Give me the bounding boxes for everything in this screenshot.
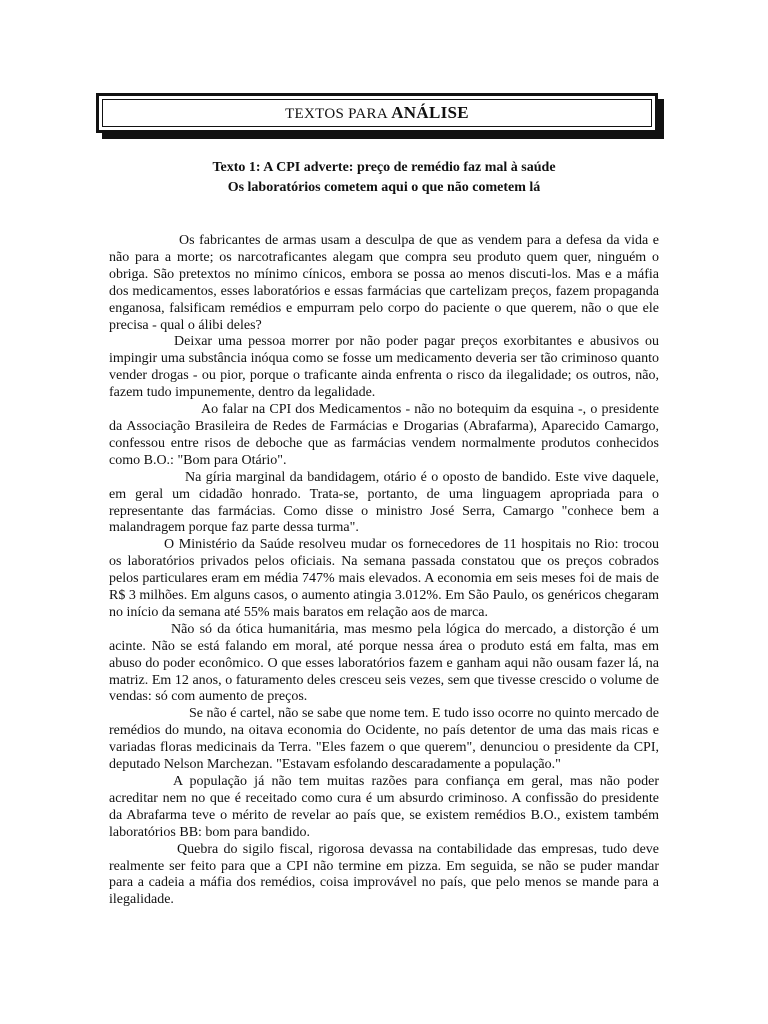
paragraph-1: Os fabricantes de armas usam a desculpa de que as vendem para a defesa da vida e não para a morte; os narcotraficantes alegam que compra seu produto quem quer, ninguém o obriga. São pretextos no mínimo cínicos, embora se possa ao menos discuti-los. Mas e a máfia dos medicamentos, esses laboratórios e essas farmácias que cartelizam preços, fazem propaganda enganosa, falsificam remédios e empurram pelo corpo do paciente o que querem, não o que ele precisa - qual o álibi deles? xyxy=(109,233,659,333)
text-title-line1: Texto 1: A CPI adverte: preço de remédio faz mal à saúde xyxy=(212,160,556,175)
article-body xyxy=(109,233,659,909)
header-title xyxy=(285,103,469,123)
paragraph-9: Quebra do sigilo fiscal, rigorosa devassa na contabilidade das empresas, tudo deve realmente ser feito para que a CPI não termine em pizza. Em seguida, se não se puder mandar para a cadeia a máfia dos remédios, coisa improvável no país, que pelo menos se mande para a ilegalidade. xyxy=(109,841,659,908)
paragraph-2: Deixar uma pessoa morrer por não poder pagar preços exorbitantes e abusivos ou impingir uma substância inóqua como se fosse um medicamento deveria ser tão criminoso quanto vender drogas - ou pior, porque o traficante ainda enfrenta o risco da ilegalidade; os outros, não, fazem tudo impunemente, dentro da legalidade. xyxy=(109,334,659,401)
text-title-line2: Os laboratórios cometem aqui o que não cometem lá xyxy=(227,180,541,195)
paragraph-7: Se não é cartel, não se sabe que nome tem. E tudo isso ocorre no quinto mercado de remédios do mundo, na oitava economia do Ocidente, no país detentor de uma das mais ricas e variadas floras medicinais da Terra. "Eles fazem o que querem", denunciou o presidente da CPI, deputado Nelson Marchezan. "Estavam esfolando descaradamente a população." xyxy=(109,706,659,773)
paragraph-8: A população já não tem muitas razões para confiança em geral, mas não poder acreditar nem no que é receitado como cura é um absurdo criminoso. A confissão do presidente da Abrafarma teve o mérito de revelar ao país que, se existem remédios B.O., existem também laboratórios BB: bom para bandido. xyxy=(109,774,659,840)
paragraph-3: Ao falar na CPI dos Medicamentos - não no botequim da esquina -, o presidente da Associação Brasileira de Redes de Farmácias e Drogarias (Abrafarma), Aparecido Camargo, confessou entre risos de deboche que as farmácias vendem normalmente produtos conhecidos como B.O.: "Bom para Otário". xyxy=(109,402,659,468)
paragraph-5: O Ministério da Saúde resolveu mudar os fornecedores de 11 hospitais no Rio: trocou os laboratórios privados pelos oficiais. Na semana passada constatou que os preços cobrados pelos particulares eram em média 747% mais elevados. A economia em seis meses foi de mais de R$ 3 milhões. Em alguns casos, o aumento atingia 3.012%. Em São Paulo, os genéricos chegaram no início da semana até 55% mais baratos em relação aos de marca. xyxy=(109,537,659,620)
header-title-emph: ANÁLISE xyxy=(391,103,469,122)
paragraph-6: Não só da ótica humanitária, mas mesmo pela lógica do mercado, a distorção é um acinte. Não se está falando em moral, até porque nessa área o produto está em falta, mas em abuso do poder econômico. O que esses laboratórios fazem e ganham aqui não ousam fazer lá, na matriz. Em 12 anos, o faturamento deles cresceu seis vezes, sem que tivesse crescido o volume de vendas: só com aumento de preços. xyxy=(109,621,659,705)
paragraph-4: Na gíria marginal da bandidagem, otário é o oposto de bandido. Este vive daquele, em geral um cidadão honrado. Trata-se, portanto, de uma linguagem apropriada para o representante das farmácias. Como disse o ministro José Serra, Camargo "conhece bem a malandragem porque faz parte dessa turma". xyxy=(109,469,659,536)
header-title-prefix: TEXTOS PARA xyxy=(285,106,392,122)
header-box xyxy=(96,93,658,133)
